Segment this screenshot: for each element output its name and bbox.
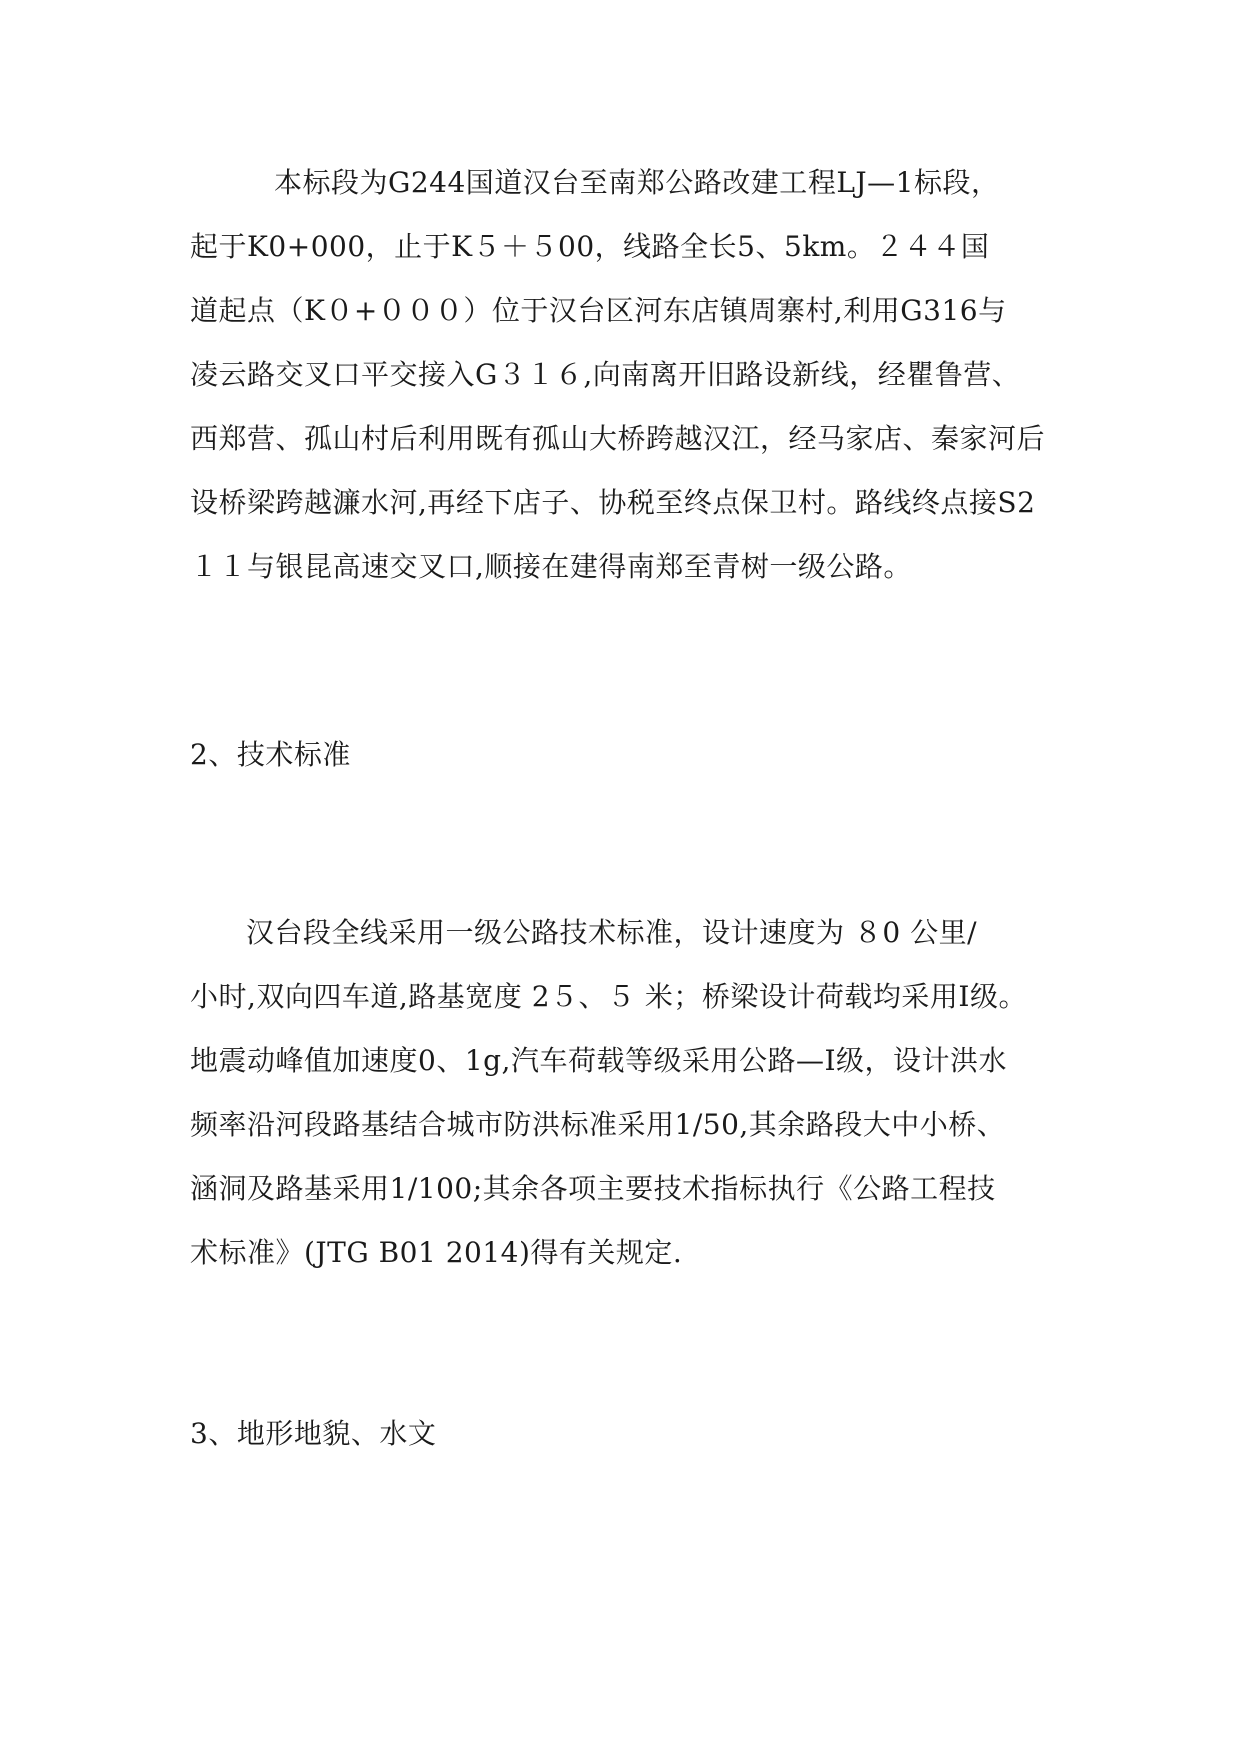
paragraph-line: 起于K0+000，止于K５＋５00，线路全长5、5km。２４４国 [190, 230, 990, 263]
paragraph-line: 频率沿河段路基结合城市防洪标准采用1/50,其余路段大中小桥、 [190, 1108, 1006, 1141]
paragraph-line: 道起点（K０+０００）位于汉台区河东店镇周寨村,利用G316与 [190, 294, 1007, 327]
paragraph-line: 地震动峰值加速度0、1g,汽车荷载等级采用公路—Ⅰ级，设计洪水 [190, 1044, 1008, 1077]
paragraph-line: 设桥梁跨越濂水河,再经下店子、协税至终点保卫村。路线终点接S2 [190, 486, 1036, 519]
paragraph-line: 术标准》(JTG B01 2014)得有关规定. [190, 1236, 683, 1269]
paragraph-line: 小时,双向四车道,路基宽度 2５、５ 米；桥梁设计荷载均采用Ⅰ级。 [190, 980, 1027, 1013]
paragraph-line: １１与银昆高速交叉口,顺接在建得南郑至青树一级公路。 [190, 550, 912, 583]
section-heading-terrain-hydrology: 3、地形地貌、水文 [190, 1417, 437, 1450]
paragraph-line: 凌云路交叉口平交接入G３１６,向南离开旧路设新线，经瞿鲁营、 [190, 358, 1021, 391]
section-1-paragraph [190, 151, 1060, 599]
paragraph-line: 本标段为G244国道汉台至南郑公路改建工程LJ—1标段， [274, 166, 1000, 199]
section-2-paragraph [190, 901, 1060, 1285]
section-heading-technical-standards: 2、技术标准 [190, 738, 351, 771]
paragraph-line: 西郑营、孤山村后利用既有孤山大桥跨越汉江，经马家店、秦家河后 [190, 422, 1046, 455]
paragraph-line: 涵洞及路基采用1/100;其余各项主要技术指标执行《公路工程技 [190, 1172, 996, 1205]
paragraph-line: 汉台段全线采用一级公路技术标准，设计速度为 ８0 公里/ [246, 916, 978, 949]
